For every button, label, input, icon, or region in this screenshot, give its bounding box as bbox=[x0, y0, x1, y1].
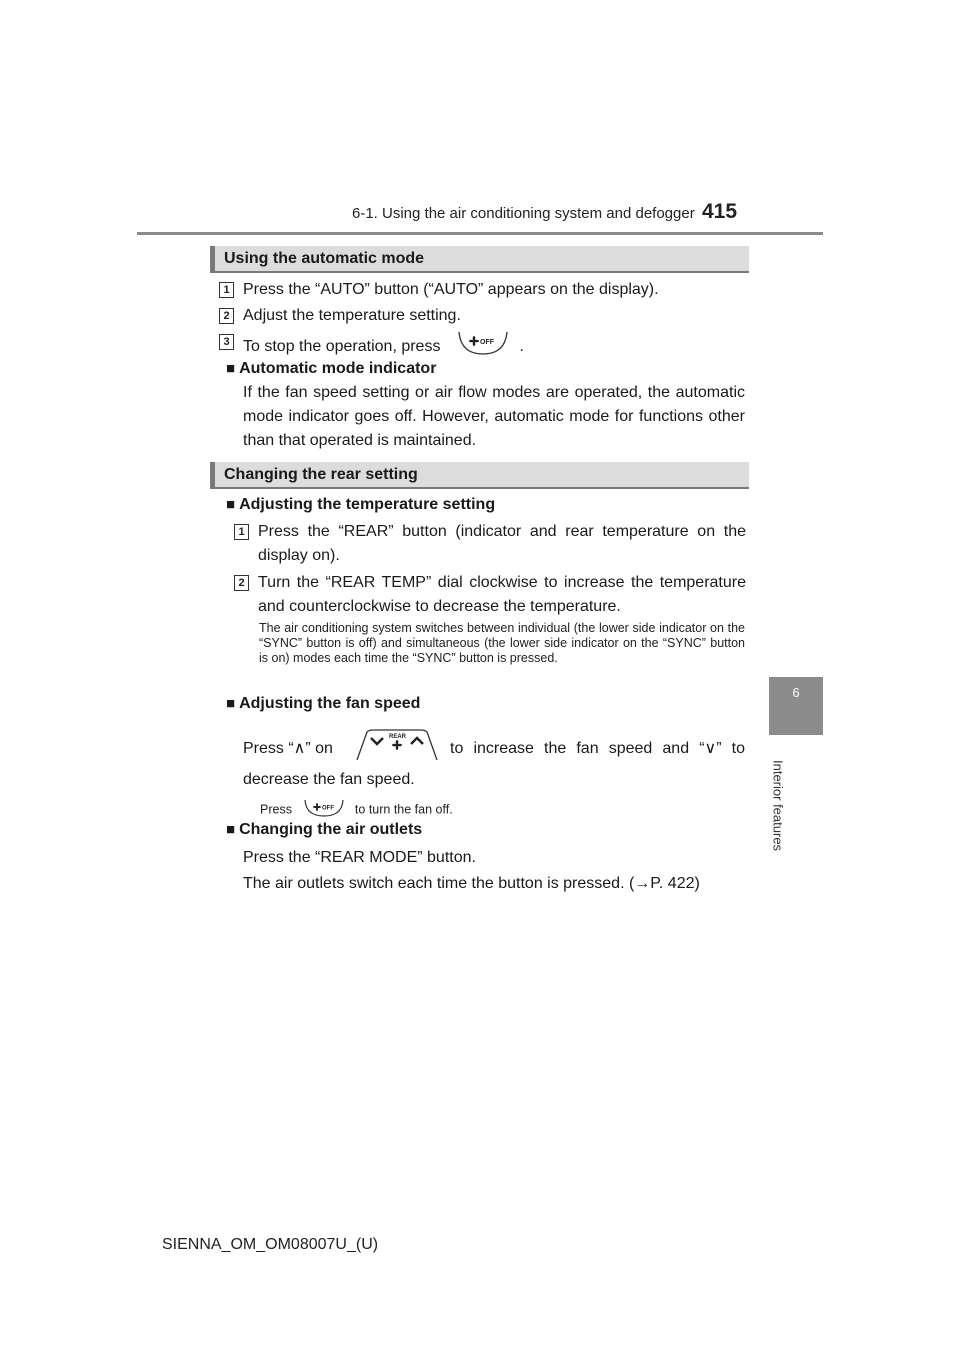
svg-text:OFF: OFF bbox=[322, 805, 335, 812]
step-text: Turn the “REAR TEMP” dial clockwise to increase the temperature and counterclockwise to decrease the temperature. bbox=[258, 574, 746, 615]
step-text: Press the “AUTO” button (“AUTO” appears on the display). bbox=[243, 281, 659, 298]
step-badge: 1 bbox=[234, 524, 249, 540]
rear-fan-button-icon bbox=[355, 728, 439, 767]
section-heading-rear: Changing the rear setting bbox=[210, 462, 749, 489]
fan-text-part2: to increase the fan speed and “∨” to bbox=[450, 740, 745, 757]
fan-note-before: Press bbox=[260, 802, 292, 817]
subheading-auto-indicator: ■ Automatic mode indicator bbox=[226, 360, 437, 377]
chapter-number: 6 bbox=[792, 685, 800, 700]
subheading-air-outlets: ■ Changing the air outlets bbox=[226, 821, 423, 838]
fan-note-after: to turn the fan off. bbox=[354, 802, 453, 817]
temperature-note: The air conditioning system switches between individual (the lower side indicator on the “SYNC” button is off) and simultaneous (the lower side indicator on the “SYNC” button is on) modes each time the “SYNC” button is pressed. bbox=[259, 621, 745, 665]
section-title: 6-1. Using the air conditioning system and defogger bbox=[352, 205, 695, 222]
step-text-before: To stop the operation, press bbox=[243, 338, 441, 356]
step-text: Press the “REAR” button (indicator and rear temperature on the display on). bbox=[258, 523, 746, 564]
outlets-text-2: The air outlets switch each time the button is pressed. (→P. 422) bbox=[243, 875, 700, 892]
fan-text-part1: Press “∧” on bbox=[243, 740, 333, 757]
step-badge: 3 bbox=[219, 334, 234, 350]
page-number: 415 bbox=[702, 200, 738, 223]
fan-text-part3: decrease the fan speed. bbox=[243, 771, 415, 788]
document-code: SIENNA_OM_OM08007U_(U) bbox=[162, 1236, 379, 1253]
step-badge: 1 bbox=[219, 282, 234, 298]
chapter-title: Interior features bbox=[770, 760, 786, 852]
step-badge: 2 bbox=[219, 308, 234, 324]
svg-text:REAR: REAR bbox=[389, 734, 407, 740]
step-text: Adjust the temperature setting. bbox=[243, 307, 461, 324]
step-text-after: . bbox=[519, 338, 524, 356]
step-badge: 2 bbox=[234, 575, 249, 591]
fan-off-button-icon bbox=[457, 330, 509, 364]
section-heading-auto: Using the automatic mode bbox=[210, 246, 749, 273]
svg-text:OFF: OFF bbox=[479, 339, 494, 346]
auto-indicator-text: If the fan speed setting or air flow modes are operated, the automatic mode indicator goes off. However, automatic mode for functions other than that operated is maintained. bbox=[243, 384, 745, 449]
subheading-fan-speed: ■ Adjusting the fan speed bbox=[226, 695, 421, 712]
subheading-temperature: ■ Adjusting the temperature setting bbox=[226, 496, 496, 513]
header-rule bbox=[137, 232, 823, 235]
outlets-text-1: Press the “REAR MODE” button. bbox=[243, 849, 476, 866]
